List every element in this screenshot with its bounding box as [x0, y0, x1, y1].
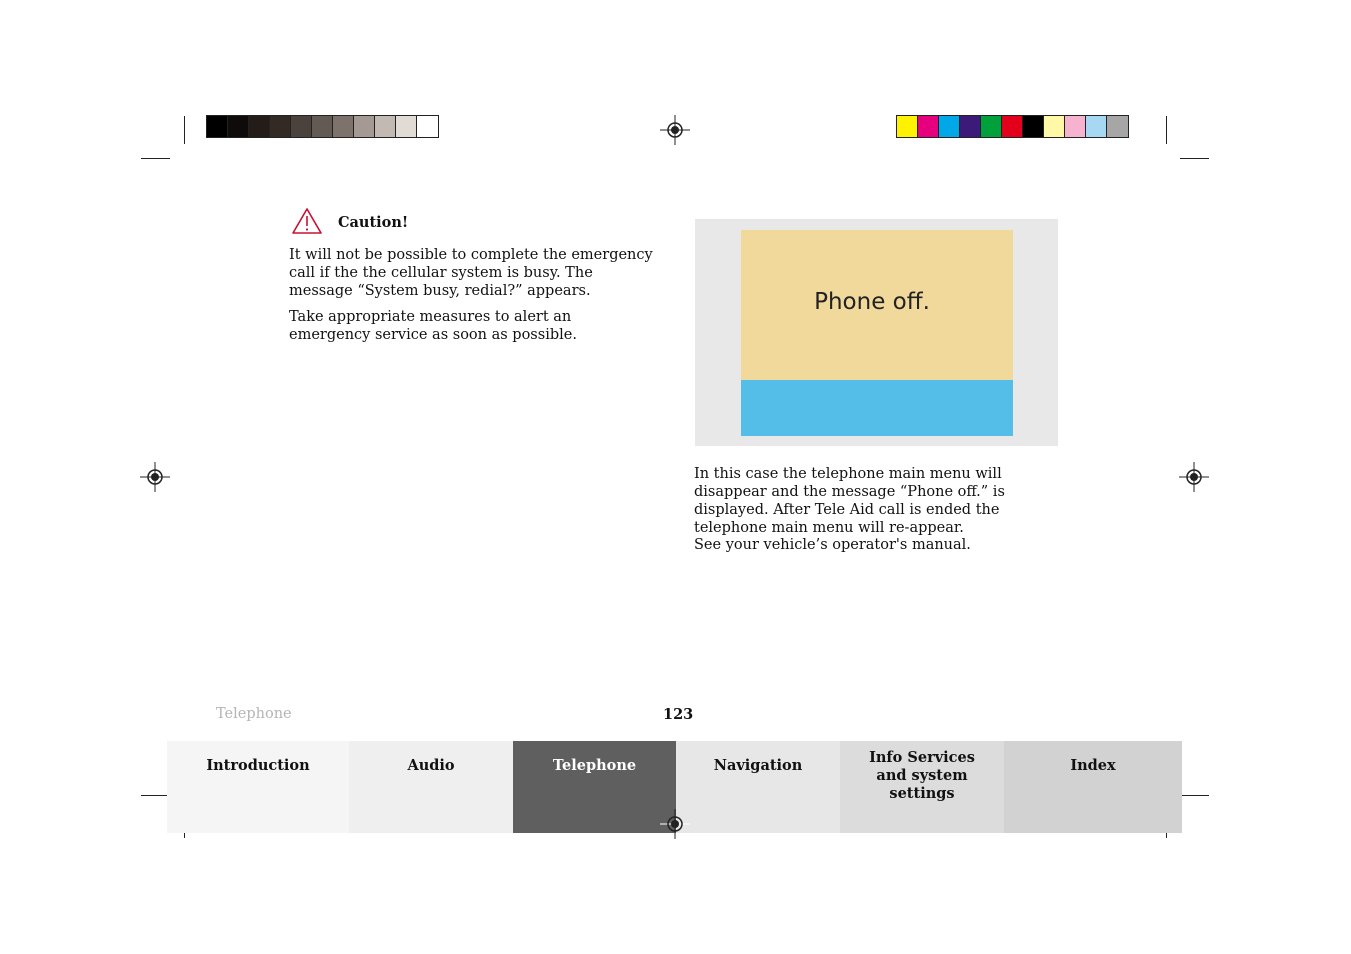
caution-paragraph: It will not be possible to complete the emergency call if the the cellular system is busy. The message “System busy, redial?” appears. [289, 247, 653, 299]
crop-mark [1166, 116, 1167, 144]
color-swatch [1044, 116, 1065, 137]
color-swatch [918, 116, 939, 137]
tab-info-services[interactable] [840, 741, 1004, 833]
color-swatch [960, 116, 981, 137]
crop-mark [141, 795, 170, 796]
color-swatch [1002, 116, 1023, 137]
tab-telephone[interactable] [513, 741, 676, 833]
tab-label: Info Services and system settings [869, 749, 975, 802]
tab-index[interactable] [1004, 741, 1182, 833]
color-swatch [1107, 116, 1128, 137]
caution-paragraph: Take appropriate measures to alert an emergency service as soon as possible. [289, 309, 577, 343]
tab-label: Introduction [206, 757, 310, 774]
color-swatch [1086, 116, 1107, 137]
color-swatch [417, 116, 438, 137]
color-swatch [228, 116, 249, 137]
color-swatch [333, 116, 354, 137]
color-swatch [375, 116, 396, 137]
caution-heading: Caution! [338, 214, 409, 231]
registration-mark-icon [1179, 462, 1209, 492]
process-color-bar [896, 115, 1129, 138]
crop-mark [1180, 795, 1209, 796]
color-swatch [354, 116, 375, 137]
color-swatch [312, 116, 333, 137]
crop-mark [141, 158, 170, 159]
body-paragraph: In this case the telephone main menu will disappear and the message “Phone off.” is displayed. After Tele Aid call is ended the telephone main menu will re-appear. [694, 466, 1005, 536]
grayscale-color-bar [206, 115, 439, 138]
page-number: 123 [663, 706, 694, 723]
color-swatch [291, 116, 312, 137]
tab-label: Audio [407, 757, 455, 774]
warning-triangle-icon [291, 207, 323, 235]
tab-introduction[interactable] [167, 741, 349, 833]
color-swatch [396, 116, 417, 137]
color-swatch [939, 116, 960, 137]
crop-mark [184, 116, 185, 144]
tab-audio[interactable] [349, 741, 513, 833]
color-swatch [1065, 116, 1086, 137]
color-swatch [207, 116, 228, 137]
section-label: Telephone [216, 706, 292, 722]
tab-navigation[interactable] [676, 741, 840, 833]
color-swatch [981, 116, 1002, 137]
registration-mark-icon [140, 462, 170, 492]
display-message: Phone off. [814, 289, 930, 315]
color-swatch [1023, 116, 1044, 137]
crop-mark [1180, 158, 1209, 159]
tab-label: Telephone [552, 757, 637, 774]
body-paragraph: See your vehicle’s operator's manual. [694, 537, 971, 553]
registration-mark-icon [660, 115, 690, 145]
color-swatch [249, 116, 270, 137]
color-swatch [897, 116, 918, 137]
display-status-bar [741, 380, 1013, 436]
tab-label: Navigation [713, 757, 803, 774]
registration-mark-icon [660, 809, 690, 839]
tab-label: Index [1070, 757, 1116, 774]
color-swatch [270, 116, 291, 137]
